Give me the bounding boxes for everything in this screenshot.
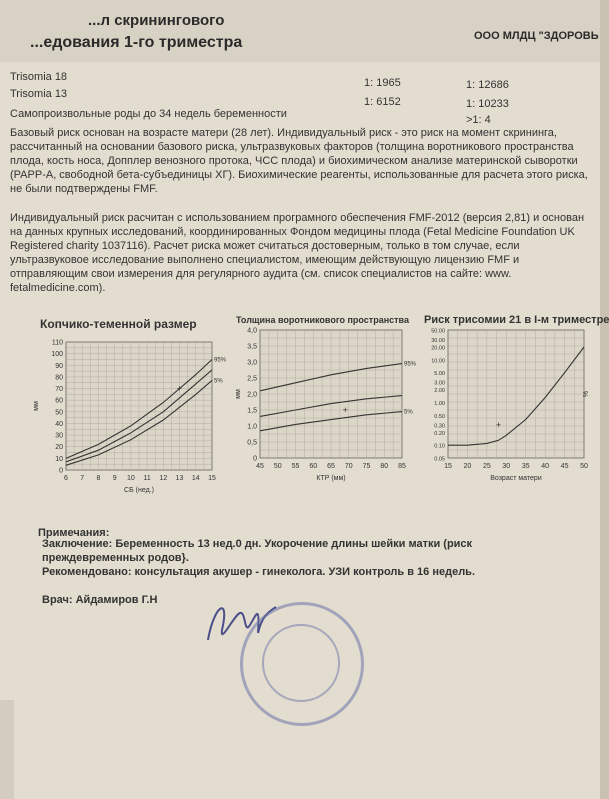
x-tick-label: 75 [362,463,371,470]
conclusion-line1: Заключение: Беременность 13 нед.0 дн. Укорочение длины шейки матки (риск [42,538,473,550]
software-paragraph: Индивидуальный риск расчитан с использованием програмного обеспечения FMF-2012 (версия 2,81) и основан на данных крупных исследований, координированных Фондом медицины плода (Fetal Medicine Foundation UK Registered charity 1037116). Расчет риска может считаться достоверным, только в том случае, если ультразвуковое исследование выполнено специалистом, имеющим действующую лицензию FMF и отправляющим свои измерения для регулярного аудита (см. список специалистов на сайте: www. fetalmedicine.com). [10,212,585,294]
y-tick-label: 1.00 [434,400,445,407]
x-axis-label: СБ (нед.) [124,487,154,494]
clinic-stamp-inner [262,624,340,702]
risk-individual-preterm: >1: 4 [466,114,491,126]
x-tick-label: 45 [256,463,264,470]
x-tick-label: 45 [560,463,569,470]
x-tick-label: 20 [463,463,472,470]
x-tick-label: 13 [175,475,184,482]
y-tick-label: 1,5 [247,407,257,415]
y-tick-label: 30.00 [431,337,445,344]
y-tick-label: 50.00 [431,328,445,335]
y-tick-label: 0.05 [434,456,445,463]
x-tick-label: 35 [521,463,530,470]
measurement-marker: + [342,405,348,415]
y-tick-label: 0 [253,455,257,463]
measurement-marker: + [176,383,183,394]
crl-chart [30,330,230,500]
y-tick-label: 3.00 [434,380,445,387]
y-tick-label: 110 [51,339,63,347]
y-tick-label: 0.20 [434,430,445,437]
y-tick-label: 1,0 [247,423,257,431]
y-tick-label: 70 [55,386,63,394]
t21-chart [418,324,598,490]
x-tick-label: 80 [380,463,389,470]
y-tick-label: 10 [55,455,63,463]
x-tick-label: 14 [191,475,200,482]
x-tick-label: 9 [112,475,117,482]
y-axis-label: мм [235,389,242,399]
y-tick-label: 50 [55,409,63,417]
x-tick-label: 15 [208,475,216,482]
x-tick-label: 6 [64,475,68,482]
x-tick-label: 85 [398,463,406,470]
series-label: 95% [404,361,417,368]
y-tick-label: 0.50 [434,413,445,420]
t21-chart-title: Риск трисомии 21 в I-м триместре [424,314,609,326]
y-tick-label: 0,5 [247,439,257,447]
conclusion-line2: преждевременных родов}. [42,552,189,564]
x-tick-label: 50 [580,463,588,470]
x-tick-label: 40 [541,463,550,470]
y-tick-label: 10.00 [431,358,445,365]
series-label: 5% [214,378,223,385]
x-axis-label: КТР (мм) [316,475,346,482]
nt-chart-title: Толщина воротникового пространства [236,315,409,325]
y-tick-label: 20 [55,444,63,452]
risk-label-preterm: Самопроизвольные роды до 34 недель беременности [10,108,287,120]
report-title-line1: ...л скринингового [88,12,225,29]
risk-basic-t18: 1: 1965 [364,77,401,89]
measurement-marker: + [495,419,502,430]
crl-chart-title: Копчико-теменной размер [40,317,197,331]
risk-basic-t13: 1: 6152 [364,96,401,108]
y-tick-label: 30 [55,432,63,440]
basic-risk-paragraph: Базовый риск основан на возрасте матери (28 лет). Индивидуальный риск - это риск на момент скрининга, рассчитанный на основании базового риска, ультразвуковых факторов (толщина воротникового пространства плода, кость носа, Допплер венозного протока, ЧСС плода) и биохимическом анализе материнской сыворотки (PAPP-A, свободной бета-субъединицы ХГ). Биохимические реагенты, использованные для расчета этого риска, не были подтверждены FMF. [10,127,588,195]
y-tick-label: 0.10 [434,443,445,450]
y-tick-label: 2,0 [247,391,257,399]
risk-label-t18: Trisomia 18 [10,71,68,83]
y-tick-label: 60 [55,397,63,405]
recommendation: Рекомендовано: консультация акушер - гинеколога. УЗИ контроль в 16 недель. [42,566,475,578]
y-tick-label: 0.30 [434,423,445,430]
x-tick-label: 12 [159,475,168,482]
y-tick-label: 40 [55,420,63,428]
x-tick-label: 65 [327,463,335,470]
y-axis-label: мм [33,401,40,411]
report-title-line2: ...едования 1-го триместра [30,34,243,51]
clinic-name: ООО МЛДЦ "ЗДОРОВЬ [474,30,599,42]
underlying-page-edge [0,700,14,799]
series-label: 95% [214,357,227,364]
y-tick-label: 2.00 [434,388,445,395]
risk-individual-t18: 1: 12686 [466,79,509,91]
y-tick-label: 0 [59,467,63,475]
y-tick-label: 20.00 [431,345,445,352]
y-tick-label: 3,5 [247,343,257,351]
y-tick-label: 2,5 [247,375,257,383]
x-tick-label: 7 [80,475,85,482]
x-tick-label: 8 [96,475,101,482]
doctor-name: Врач: Айдамиров Г.Н [42,594,158,606]
y-tick-label: 4,0 [247,327,257,335]
risk-label-t13: Trisomia 13 [10,88,68,100]
x-tick-label: 15 [444,463,452,470]
y-tick-label: 100 [51,351,63,359]
nt-chart [234,324,417,490]
x-tick-label: 30 [502,463,511,470]
risk-individual-t13: 1: 10233 [466,98,509,110]
x-tick-label: 50 [273,463,282,470]
x-tick-label: 11 [143,475,151,482]
y-tick-label: 3,0 [247,359,257,367]
y-tick-label: 90 [55,362,63,370]
x-tick-label: 70 [344,463,353,470]
notes-heading: Примечания: [38,527,110,539]
x-axis-label: Возраст матери [490,475,542,482]
series-label: 5% [404,409,413,416]
x-tick-label: 10 [126,475,135,482]
x-tick-label: 60 [309,463,318,470]
x-tick-label: 25 [482,463,491,470]
x-tick-label: 55 [291,463,300,470]
y-axis-label: % [583,390,590,398]
y-tick-label: 5.00 [434,371,445,378]
y-tick-label: 80 [55,374,63,382]
